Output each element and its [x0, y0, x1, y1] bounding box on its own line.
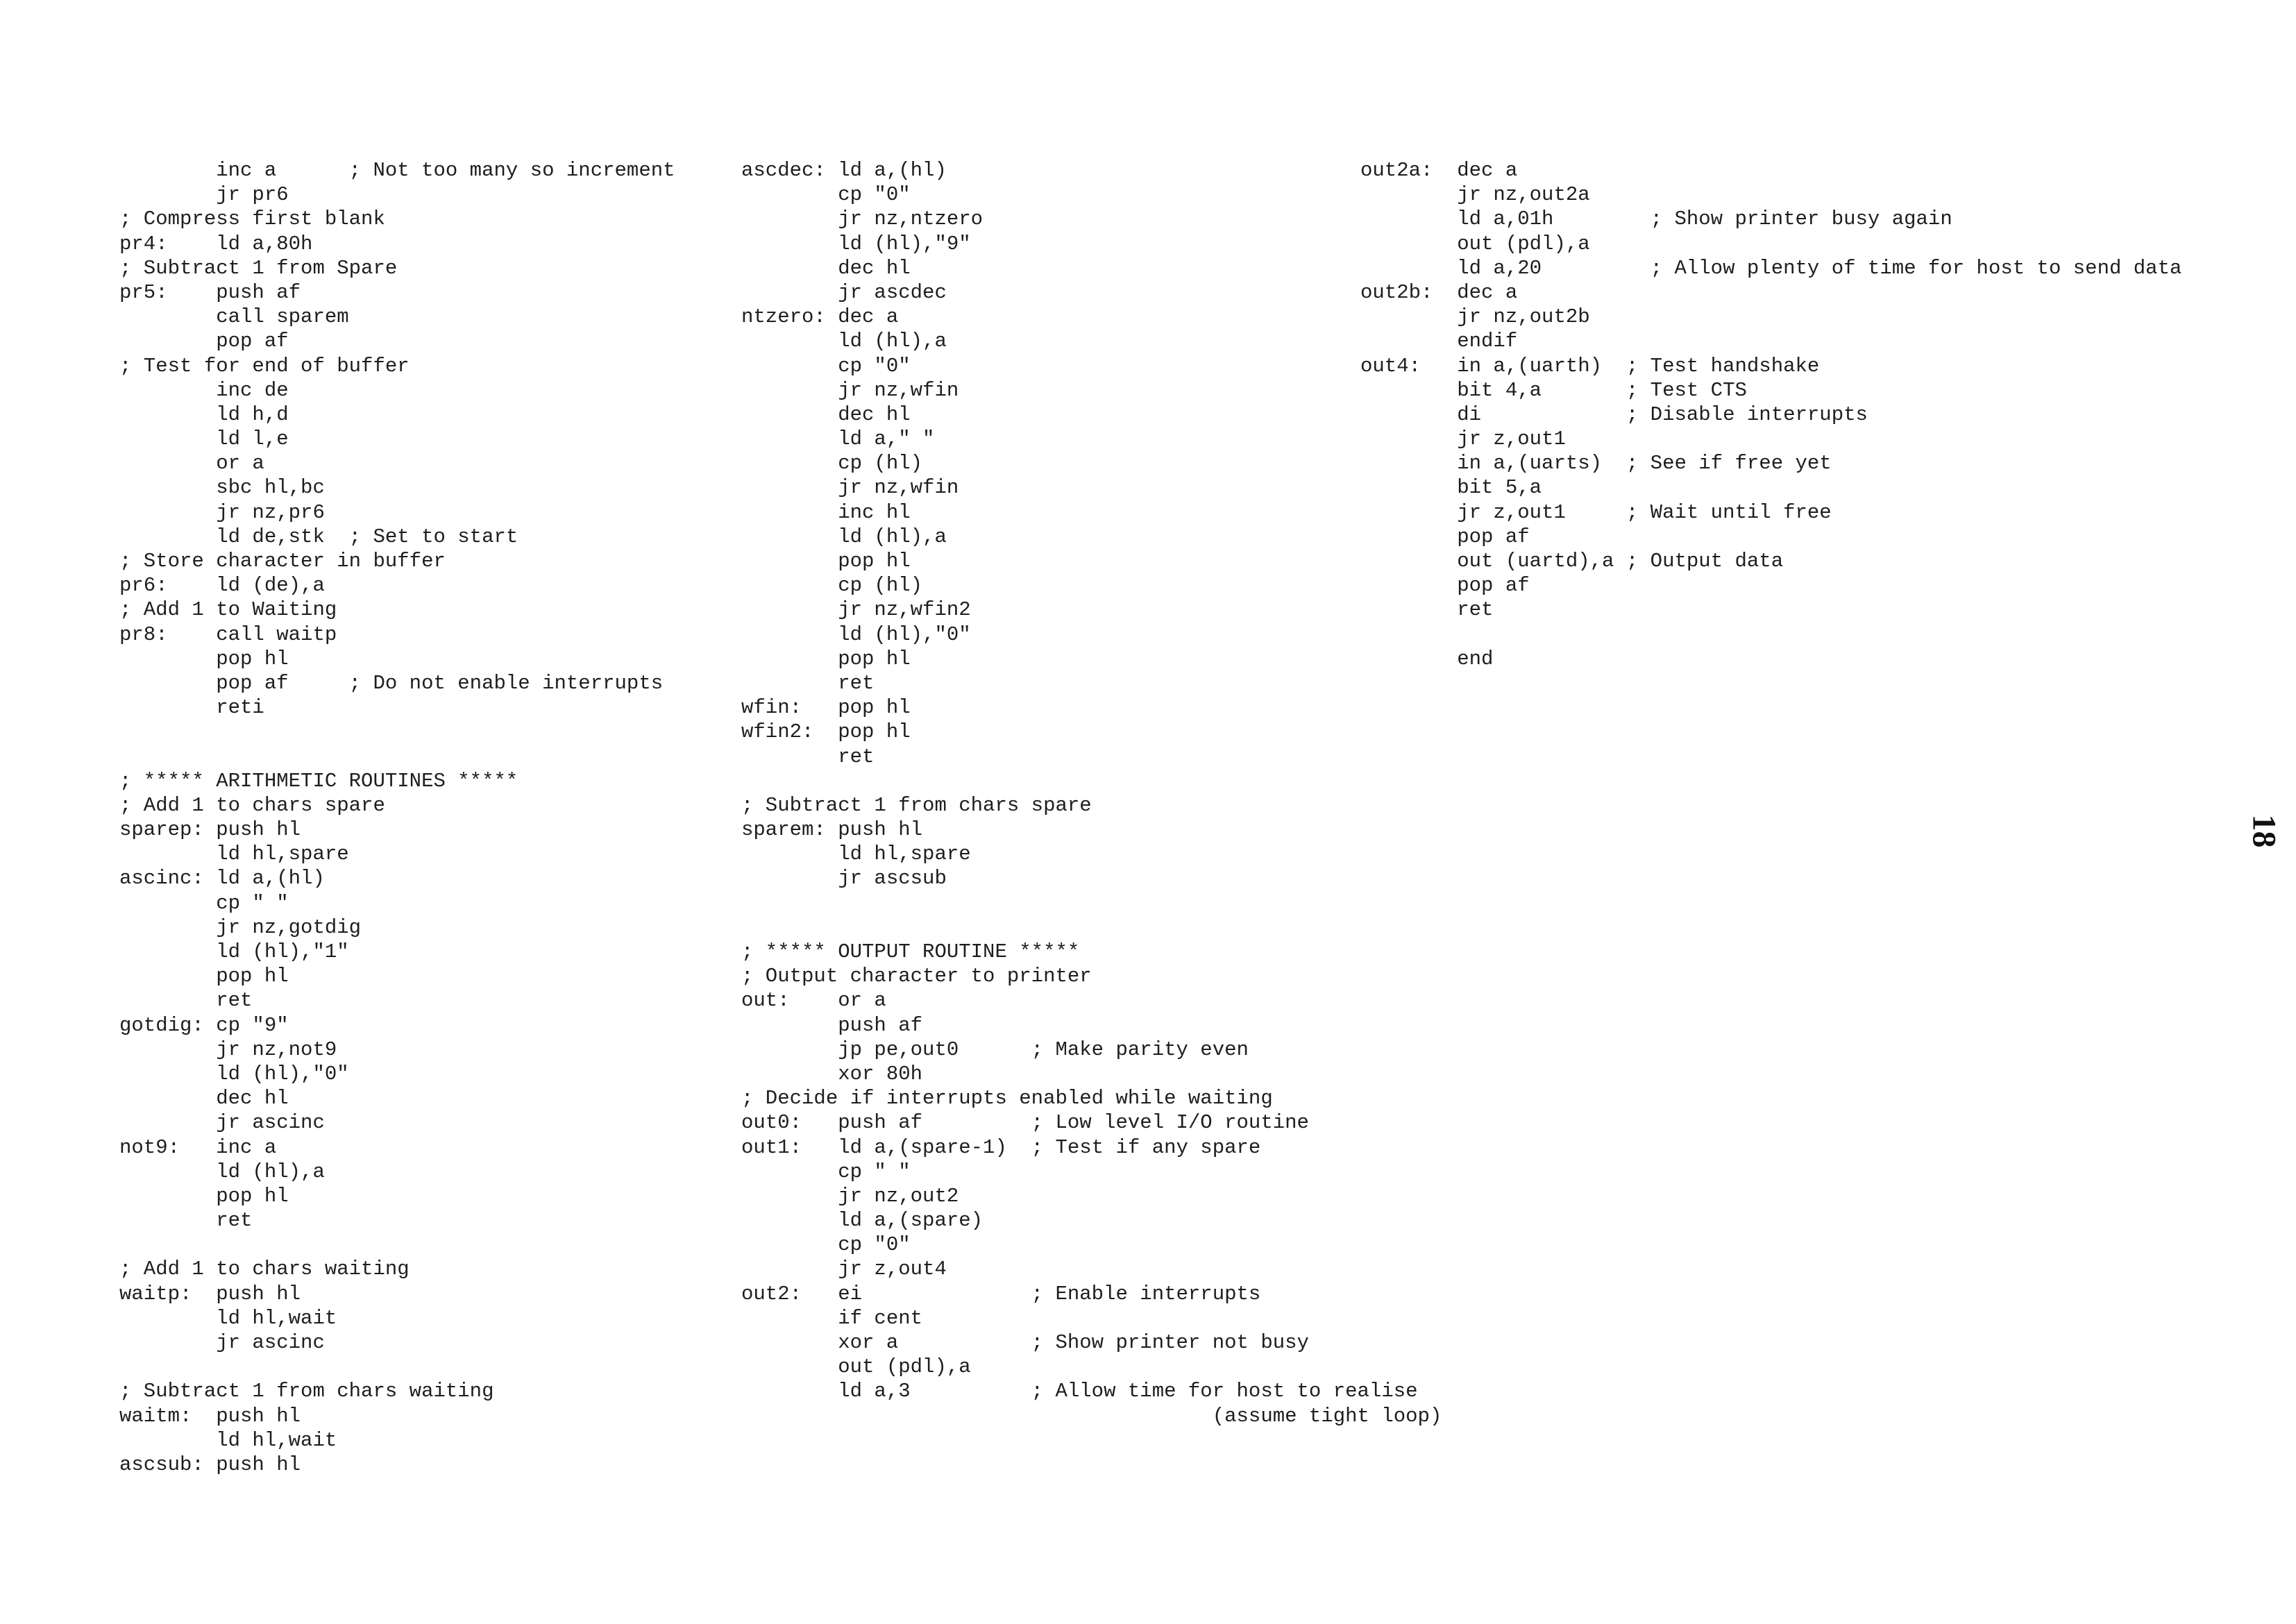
- code-line: jr nz,wfin: [741, 378, 959, 402]
- code-line: [1360, 623, 2181, 647]
- code-line: [119, 1355, 675, 1379]
- code-line: out2b: dec a: [1360, 280, 1518, 304]
- code-line: ld a,20 ; Allow plenty of time for host to send data: [1360, 256, 2182, 280]
- code-line: ascsub: push hl: [119, 1453, 301, 1476]
- code-line: [741, 891, 1442, 915]
- code-line: ascdec: ld a,(hl): [741, 159, 947, 182]
- code-line: ; Subtract 1 from chars spare: [741, 793, 1092, 817]
- code-line: waitm: push hl: [119, 1404, 301, 1428]
- code-line: cp "0": [741, 1233, 911, 1257]
- code-line: bit 4,a ; Test CTS: [1360, 378, 1747, 402]
- code-line: pop hl: [119, 647, 289, 670]
- code-line: [119, 720, 675, 744]
- code-line: ; Subtract 1 from Spare: [119, 256, 398, 280]
- code-line: xor a ; Show printer not busy: [741, 1331, 1309, 1354]
- code-line: endif: [1360, 330, 1518, 353]
- code-line: sbc hl,bc: [119, 476, 325, 500]
- code-line: jr z,out1: [1360, 428, 1566, 451]
- code-line: cp " ": [741, 1160, 911, 1183]
- code-line: ld (hl),"0": [119, 1062, 349, 1085]
- listing-column-middle: [741, 158, 1442, 1428]
- code-line: ld hl,spare: [119, 843, 349, 866]
- code-line: ld a," ": [741, 428, 935, 451]
- code-line: pop af: [1360, 525, 1530, 548]
- code-line: out: or a: [741, 989, 886, 1013]
- code-line: ld h,d: [119, 403, 289, 426]
- code-line: inc hl: [741, 500, 911, 524]
- code-line: ld hl,wait: [119, 1306, 337, 1330]
- code-line: out2a: dec a: [1360, 159, 1518, 182]
- code-line: jr pr6: [119, 183, 289, 207]
- code-line: ; Add 1 to Waiting: [119, 598, 337, 622]
- code-line: out2: ei ; Enable interrupts: [741, 1282, 1261, 1305]
- code-line: ld hl,spare: [741, 843, 971, 866]
- code-line: jr nz,ntzero: [741, 208, 984, 231]
- code-line: ld de,stk ; Set to start: [119, 525, 518, 548]
- code-line: cp " ": [119, 891, 289, 915]
- listing-column-left: [119, 158, 675, 1477]
- code-line: pop af ; Do not enable interrupts: [119, 671, 664, 695]
- code-line: pop hl: [119, 965, 289, 988]
- code-line: in a,(uarts) ; See if free yet: [1360, 452, 1832, 475]
- code-line: push af: [741, 1013, 923, 1037]
- code-line: ; Compress first blank: [119, 208, 385, 231]
- code-line: [119, 1233, 675, 1257]
- code-line: ; Add 1 to chars spare: [119, 793, 385, 817]
- code-line: inc a ; Not too many so increment: [119, 159, 675, 182]
- code-line: jr nz,out2a: [1360, 183, 1590, 207]
- code-line: out (pdl),a: [1360, 232, 1590, 255]
- code-line: pr4: ld a,80h: [119, 232, 313, 255]
- code-line: jr nz,wfin2: [741, 598, 971, 622]
- code-line: ; ***** OUTPUT ROUTINE *****: [741, 940, 1080, 963]
- code-line: dec hl: [741, 403, 911, 426]
- code-line: ret: [741, 671, 875, 695]
- code-line: jr nz,pr6: [119, 500, 325, 524]
- code-line: ascinc: ld a,(hl): [119, 867, 325, 890]
- code-line: out (uartd),a ; Output data: [1360, 550, 1784, 573]
- code-line: jr ascdec: [741, 280, 947, 304]
- code-line: gotdig: cp "9": [119, 1013, 289, 1037]
- page-number: 18: [2245, 814, 2283, 848]
- code-line: sparep: push hl: [119, 818, 301, 842]
- code-line: if cent: [741, 1306, 923, 1330]
- code-line: jr ascinc: [119, 1111, 325, 1135]
- code-line: ld a,(spare): [741, 1209, 984, 1233]
- code-line: waitp: push hl: [119, 1282, 301, 1305]
- code-line: pop hl: [741, 647, 911, 670]
- code-line: ld (hl),a: [119, 1160, 325, 1183]
- code-line: out1: ld a,(spare-1) ; Test if any spare: [741, 1135, 1261, 1159]
- code-line: jr nz,out2b: [1360, 305, 1590, 329]
- code-line: ; Test for end of buffer: [119, 354, 410, 378]
- code-line: ld (hl),a: [741, 525, 947, 548]
- code-line: ; Output character to printer: [741, 965, 1092, 988]
- code-line: jp pe,out0 ; Make parity even: [741, 1038, 1249, 1061]
- code-line: jr nz,gotdig: [119, 915, 362, 939]
- code-line: dec hl: [119, 1087, 289, 1110]
- code-line: ret: [119, 989, 253, 1013]
- code-line: jr nz,wfin: [741, 476, 959, 500]
- code-line: pop hl: [741, 550, 911, 573]
- code-line: pop af: [1360, 574, 1530, 598]
- code-line: (assume tight loop): [741, 1404, 1442, 1428]
- code-line: pr6: ld (de),a: [119, 574, 325, 598]
- code-line: ld (hl),a: [741, 330, 947, 353]
- code-line: pop hl: [119, 1184, 289, 1208]
- code-line: ld hl,wait: [119, 1428, 337, 1452]
- code-line: ld (hl),"0": [741, 623, 971, 646]
- code-line: ; Store character in buffer: [119, 550, 446, 573]
- code-line: ; Decide if interrupts enabled while waiting: [741, 1087, 1273, 1110]
- code-line: cp (hl): [741, 574, 923, 598]
- code-line: ; ***** ARITHMETIC ROUTINES *****: [119, 769, 518, 793]
- code-line: [741, 915, 1442, 940]
- code-line: cp "0": [741, 183, 911, 207]
- code-line: pr8: call waitp: [119, 623, 337, 646]
- code-line: wfin: pop hl: [741, 696, 911, 720]
- code-line: xor 80h: [741, 1062, 923, 1085]
- code-line: sparem: push hl: [741, 818, 923, 842]
- code-line: jr nz,not9: [119, 1038, 337, 1061]
- code-line: not9: inc a: [119, 1135, 277, 1159]
- code-line: dec hl: [741, 256, 911, 280]
- code-line: ld (hl),"1": [119, 940, 349, 963]
- code-line: out (pdl),a: [741, 1355, 971, 1379]
- code-line: jr z,out1 ; Wait until free: [1360, 500, 1832, 524]
- code-line: ld (hl),"9": [741, 232, 971, 255]
- code-line: ; Subtract 1 from chars waiting: [119, 1380, 494, 1403]
- code-line: or a: [119, 452, 264, 475]
- code-line: ld l,e: [119, 428, 289, 451]
- code-line: [741, 769, 1442, 793]
- code-line: cp "0": [741, 354, 911, 378]
- code-line: ld a,3 ; Allow time for host to realise: [741, 1380, 1418, 1403]
- code-line: end: [1360, 647, 1494, 670]
- code-line: wfin2: pop hl: [741, 720, 911, 744]
- code-line: jr ascsub: [741, 867, 947, 890]
- code-line: ret: [119, 1209, 253, 1233]
- code-line: jr z,out4: [741, 1258, 947, 1281]
- code-line: ld a,01h ; Show printer busy again: [1360, 208, 1952, 231]
- code-line: jr ascinc: [119, 1331, 325, 1354]
- code-line: out4: in a,(uarth) ; Test handshake: [1360, 354, 1820, 378]
- code-line: di ; Disable interrupts: [1360, 403, 1868, 426]
- code-line: [119, 745, 675, 769]
- code-line: pr5: push af: [119, 280, 301, 304]
- code-line: ret: [741, 745, 875, 768]
- code-line: out0: push af ; Low level I/O routine: [741, 1111, 1309, 1135]
- code-line: jr nz,out2: [741, 1184, 959, 1208]
- code-line: ret: [1360, 598, 1494, 622]
- code-line: reti: [119, 696, 264, 720]
- code-line: inc de: [119, 378, 289, 402]
- code-line: call sparem: [119, 305, 349, 329]
- code-line: bit 5,a: [1360, 476, 1542, 500]
- code-line: cp (hl): [741, 452, 923, 475]
- code-line: ntzero: dec a: [741, 305, 899, 329]
- code-line: ; Add 1 to chars waiting: [119, 1258, 410, 1281]
- listing-column-right: [1360, 158, 2181, 671]
- code-line: pop af: [119, 330, 289, 353]
